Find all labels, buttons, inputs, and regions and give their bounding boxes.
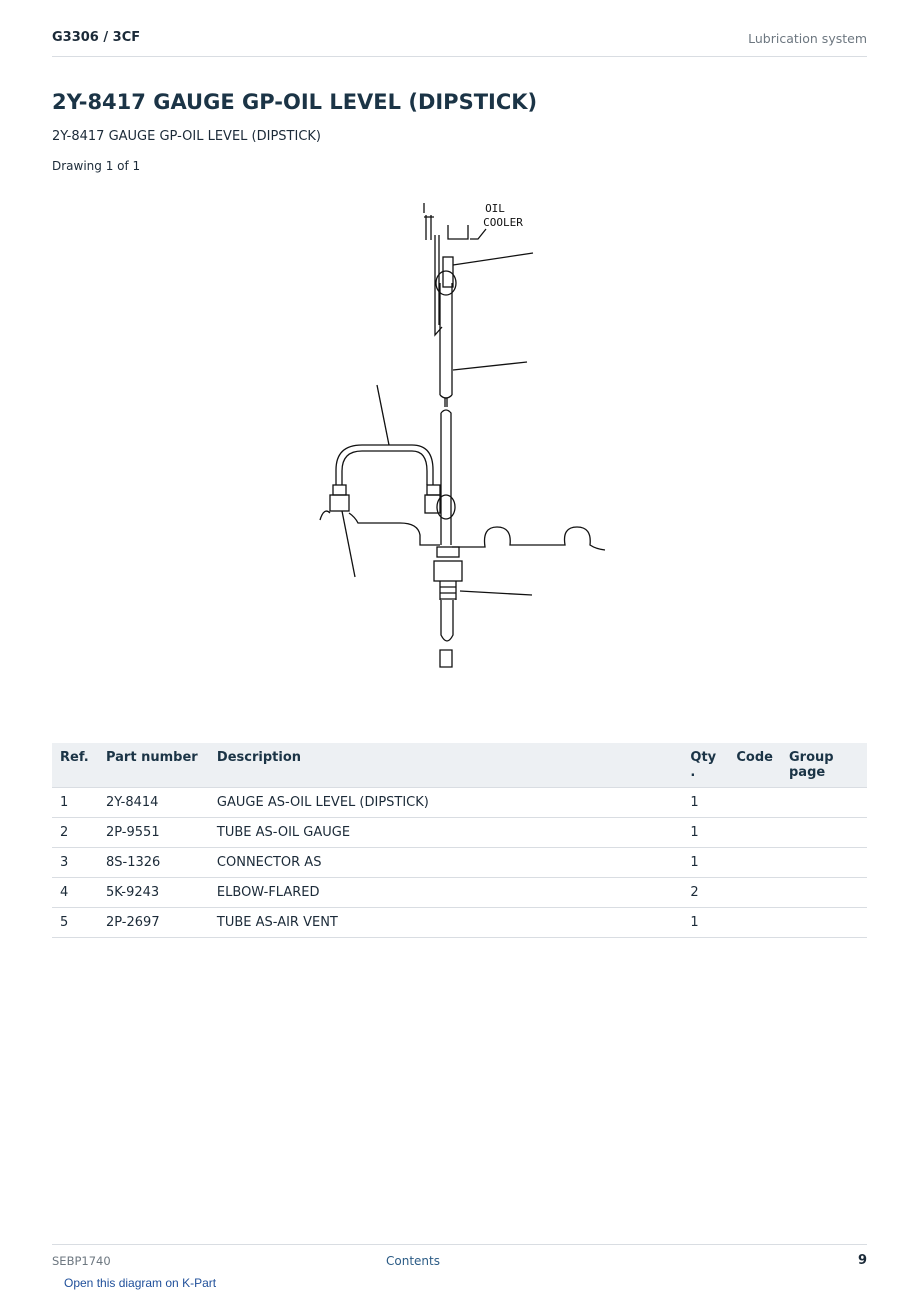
cell-qty: 1: [682, 818, 728, 848]
cell-group-page: [781, 788, 867, 818]
header-description: Description: [216, 750, 302, 765]
document-code: SEBP1740: [52, 1254, 111, 1268]
cell-code: [728, 908, 781, 938]
table-row: [52, 908, 867, 938]
cell-qty: 1: [682, 788, 728, 818]
cell-code: [728, 848, 781, 878]
cell-code: [728, 788, 781, 818]
diagram-label-cooler: COOLER: [483, 216, 523, 229]
drawing-count: Drawing 1 of 1: [52, 159, 141, 173]
cell-description: ELBOW-FLARED: [209, 878, 682, 908]
cell-part-number: 8S-1326: [98, 848, 209, 878]
table-row: [52, 848, 867, 878]
header-ref: Ref.: [60, 750, 89, 765]
cell-ref: 2: [52, 818, 98, 848]
cell-group-page: [781, 878, 867, 908]
diagram-label-oil: OIL: [485, 202, 505, 215]
cell-qty: 2: [682, 878, 728, 908]
cell-group-page: [781, 908, 867, 938]
cell-description: TUBE AS-OIL GAUGE: [209, 818, 682, 848]
page-subtitle: 2Y-8417 GAUGE GP-OIL LEVEL (DIPSTICK): [52, 129, 321, 144]
cell-part-number: 2P-2697: [98, 908, 209, 938]
cell-description: TUBE AS-AIR VENT: [209, 908, 682, 938]
cell-part-number: 2Y-8414: [98, 788, 209, 818]
cell-qty: 1: [682, 848, 728, 878]
cell-ref: 1: [52, 788, 98, 818]
header-code: Code: [736, 750, 773, 765]
section-name: Lubrication system: [748, 31, 867, 46]
table-row: [52, 788, 867, 818]
page-footer: [52, 1244, 867, 1275]
model-code: G3306 / 3CF: [52, 30, 141, 45]
table-row: [52, 818, 867, 848]
parts-table: [52, 743, 867, 938]
page-header: [52, 28, 867, 57]
cell-code: [728, 878, 781, 908]
table-row: [52, 878, 867, 908]
page-number: 9: [857, 1253, 867, 1268]
kpart-diagram-link[interactable]: Open this diagram on K-Part: [64, 1276, 217, 1290]
header-group-page: Group page: [789, 750, 834, 780]
cell-description: CONNECTOR AS: [209, 848, 682, 878]
cell-qty: 1: [682, 908, 728, 938]
cell-description: GAUGE AS-OIL LEVEL (DIPSTICK): [209, 788, 682, 818]
header-qty: Qty .: [690, 750, 717, 780]
header-part-number: Part number: [105, 750, 198, 765]
page-title: 2Y-8417 GAUGE GP-OIL LEVEL (DIPSTICK): [52, 90, 538, 114]
table-header-row: [52, 743, 867, 788]
cell-group-page: [781, 818, 867, 848]
cell-ref: 5: [52, 908, 98, 938]
cell-part-number: 5K-9243: [98, 878, 209, 908]
parts-diagram: [300, 195, 620, 675]
cell-code: [728, 818, 781, 848]
contents-link[interactable]: Contents: [386, 1254, 440, 1268]
cell-group-page: [781, 848, 867, 878]
cell-ref: 3: [52, 848, 98, 878]
cell-ref: 4: [52, 878, 98, 908]
cell-part-number: 2P-9551: [98, 818, 209, 848]
